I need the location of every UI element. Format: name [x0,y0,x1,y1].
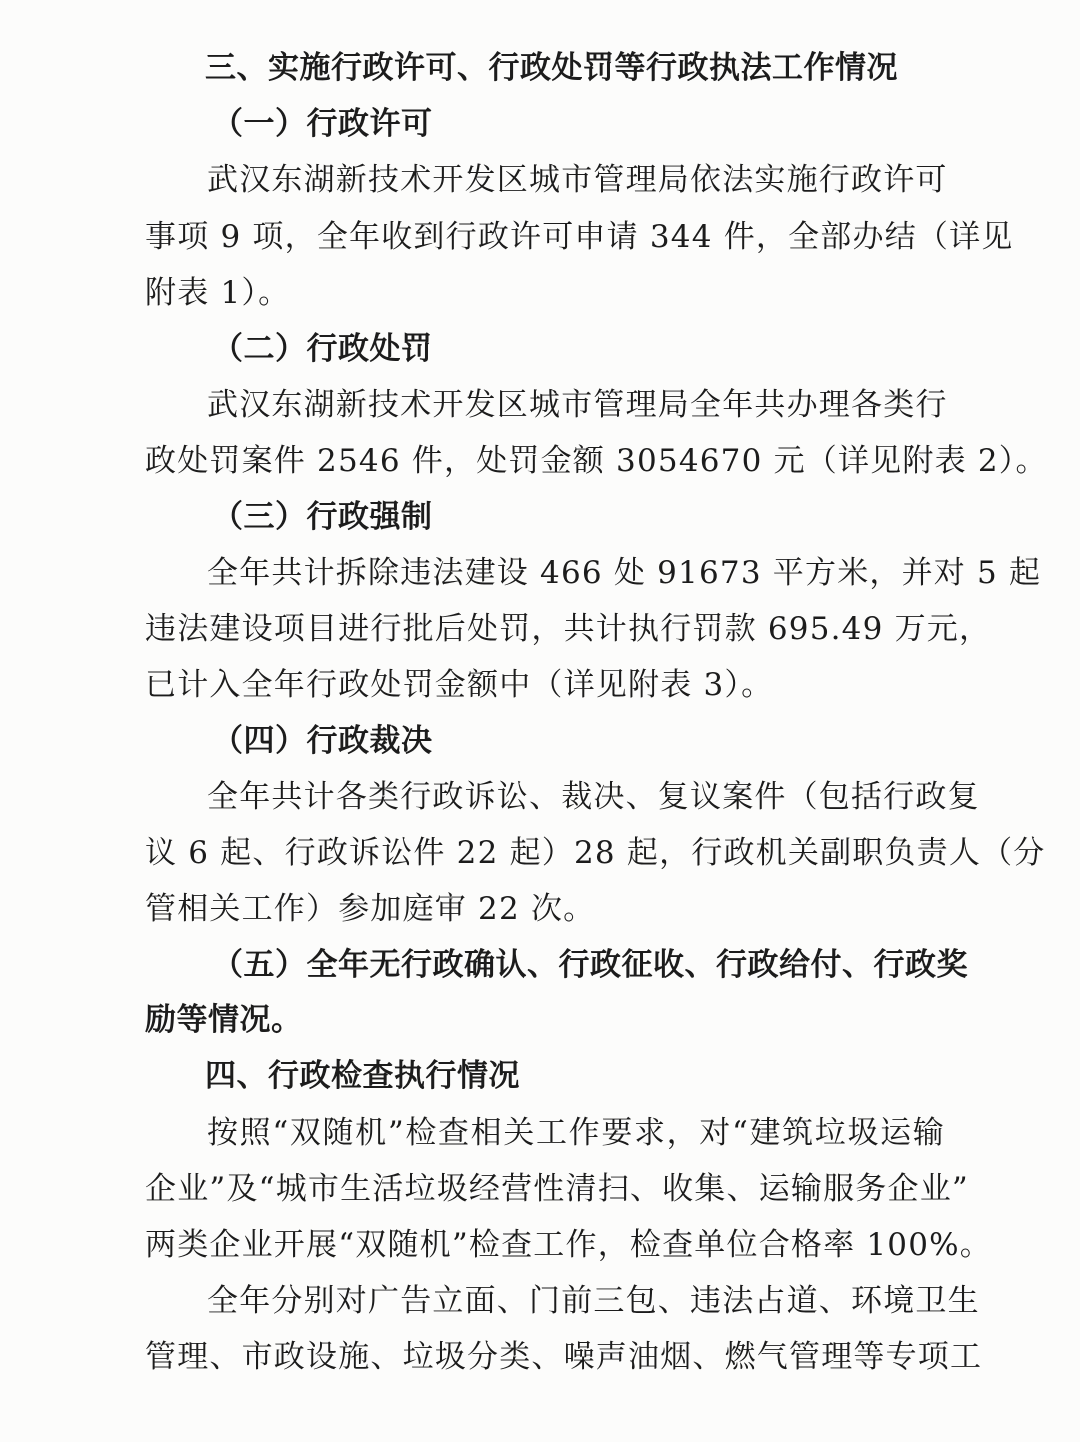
paragraph-line: 全年分别对广告立面、门前三包、违法占道、环境卫生 [207,1283,980,1319]
paragraph-line: 全年共计各类行政诉讼、裁决、复议案件（包括行政复 [207,779,980,815]
paragraph-line: 企业”及“城市生活垃圾经营性清扫、收集、运输服务企业” [145,1171,969,1207]
paragraph-line: 附表 1）。 [145,275,291,311]
paragraph-line: 已计入全年行政处罚金额中（详见附表 3）。 [145,667,774,703]
paragraph-line: 管理、市政设施、垃圾分类、噪声油烟、燃气管理等专项工 [145,1339,983,1375]
paragraph-line: 事项 9 项，全年收到行政许可申请 344 件，全部办结（详见 [145,219,1014,255]
subheading-administrative-enforcement: （三）行政强制 [212,499,433,535]
paragraph-line: 励等情况。 [145,1002,303,1038]
paragraph-line: 两类企业开展“双随机”检查工作，检查单位合格率 100%。 [145,1227,992,1263]
paragraph-line: 全年共计拆除违法建设 466 处 91673 平方米，并对 5 起 [207,555,1042,591]
subheading-no-other-acts: （五）全年无行政确认、行政征收、行政给付、行政奖 [212,947,968,983]
paragraph-line: 管相关工作）参加庭审 22 次。 [145,891,596,927]
paragraph-line: 按照“双随机”检查相关工作要求，对“建筑垃圾运输 [207,1115,945,1151]
paragraph-line: 违法建设项目进行批后处罚，共计执行罚款 695.49 万元， [145,611,992,647]
paragraph-line: 武汉东湖新技术开发区城市管理局全年共办理各类行 [207,387,948,423]
section-heading-4: 四、行政检查执行情况 [205,1058,520,1094]
paragraph-line: 武汉东湖新技术开发区城市管理局依法实施行政许可 [207,162,948,198]
subheading-administrative-license: （一）行政许可 [212,106,433,142]
paragraph-line: 议 6 起、行政诉讼件 22 起）28 起，行政机关副职负责人（分 [145,835,1046,871]
paragraph-line: 政处罚案件 2546 件，处罚金额 3054670 元（详见附表 2）。 [145,443,1048,479]
subheading-administrative-penalty: （二）行政处罚 [212,331,433,367]
section-heading-3: 三、实施行政许可、行政处罚等行政执法工作情况 [205,50,898,86]
subheading-administrative-ruling: （四）行政裁决 [212,723,433,759]
